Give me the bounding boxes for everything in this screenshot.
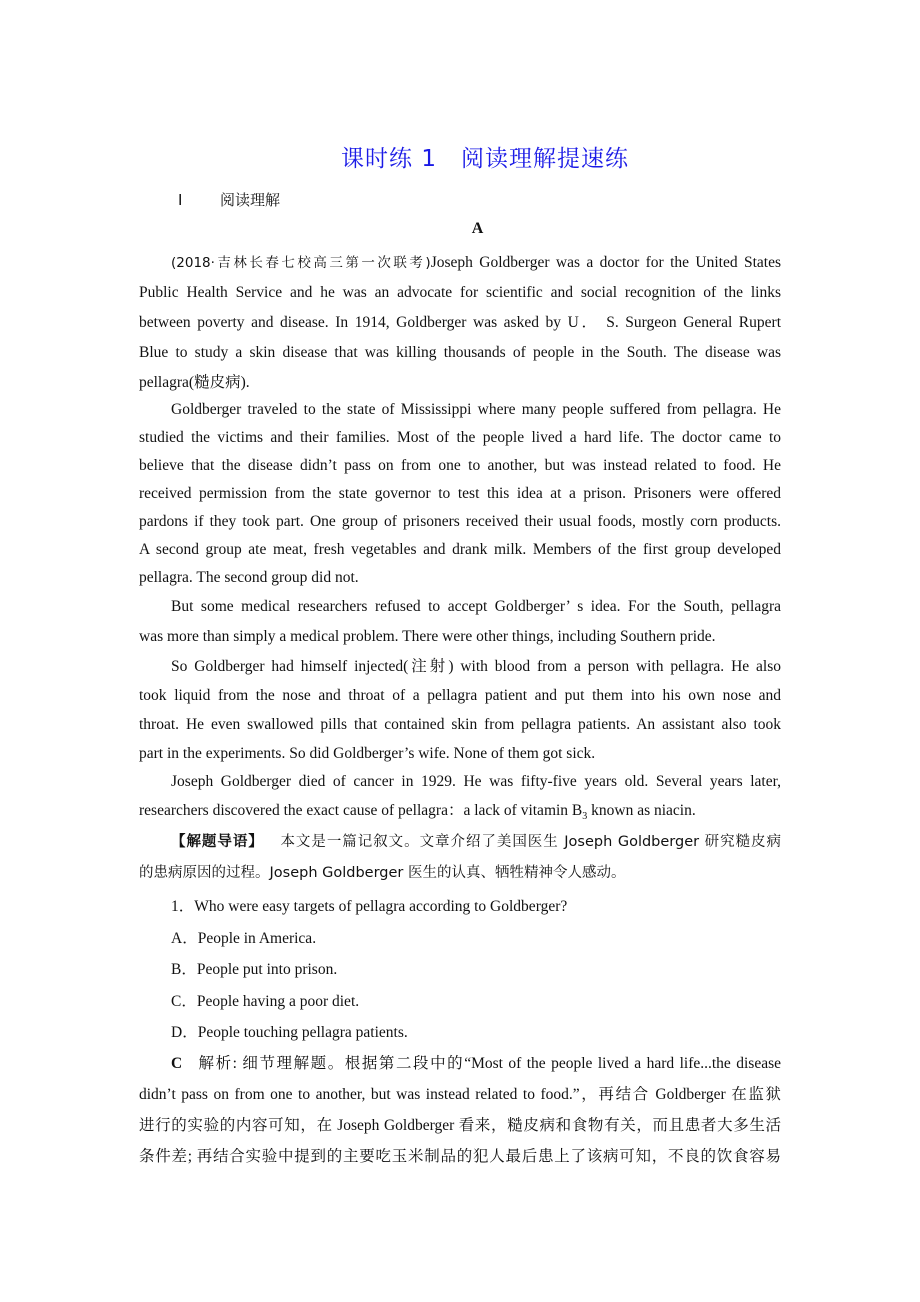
text-line: known as niacin. [587, 802, 696, 819]
text-line: But some medical researchers refused to accept Goldberger’ s idea. For the South, pellagra [171, 598, 781, 615]
text-line: throat. He even swallowed pills that contained skin from pellagra patients. An assistant also took [139, 716, 781, 733]
question-stem: 1．Who were easy targets of pellagra according to Goldberger? [171, 898, 568, 915]
passage-heading: A [471, 220, 484, 237]
page-title: 课时练 1 阅读理解提速练 [341, 146, 629, 172]
text-line: Joseph Goldberger died of cancer in 1929. He was fifty-five years old. Several years later, [171, 773, 781, 790]
option-a: A．People in America. [171, 929, 317, 947]
answer-letter: C [171, 1055, 183, 1072]
text-line: didn’t pass on from one to another, but was instead related to food.”，再结合 Goldberger 在监狱 [139, 1086, 781, 1103]
text-line: 本文是一篇记叙文。文章介绍了美国医生 Joseph Goldberger 研究糙皮病 [280, 834, 781, 850]
section-heading [178, 189, 280, 210]
text-line: 的患病原因的过程。Joseph Goldberger 医生的认真、牺牲精神令人感动。 [139, 865, 626, 881]
option-b: B．People put into prison. [171, 961, 338, 978]
text-line: pellagra(糙皮病). [139, 374, 250, 391]
text-line: part in the experiments. So did Goldberger’s wife. None of them got sick. [139, 745, 596, 762]
text-line: researchers discovered the exact cause of pellagra：a lack of vitamin B [139, 802, 583, 819]
text-line: So Goldberger had himself injected(注射) with blood from a person with pellagra. He also [171, 658, 781, 675]
paragraph-3 [139, 592, 781, 652]
text-line: Joseph Goldberger was a doctor for the United States [430, 254, 781, 271]
text-line: Goldberger traveled to the state of Mississippi where many people suffered from pellagra. He [171, 401, 781, 418]
text-line: 进行的实验的内容可知，在 Joseph Goldberger 看来，糙皮病和食物有关，而且患者大多生活 [139, 1117, 781, 1134]
answer-explanation [139, 1048, 781, 1172]
text-line: pardons if they took part. One group of prisoners received their usual foods, mostly corn products. [139, 513, 781, 530]
text-line: Public Health Service and he was an advocate for scientific and social recognition of the links [139, 284, 781, 301]
source-note: (2018·吉林长春七校高三第一次联考) [171, 255, 431, 271]
question-1 [139, 891, 781, 1049]
guide-label: 【解题导语】 [171, 834, 264, 850]
section-label: 阅读理解 [220, 191, 281, 209]
text-line: between poverty and disease. In 1914, Goldberger was asked by U． S. Surgeon General Rupert [139, 314, 781, 331]
paragraph-1 [139, 248, 781, 398]
option-d: D．People touching pellagra patients. [171, 1024, 408, 1041]
text-line: believe that the disease didn’t pass on from one to another, but was instead related to food. He [139, 457, 781, 474]
paragraph-2 [139, 396, 781, 592]
text-line: Blue to study a skin disease that was killing thousands of people in the South. The disease was [139, 344, 781, 361]
text-line: A second group ate meat, fresh vegetables and drank milk. Members of the first group developed [139, 541, 781, 558]
text-line: 解析: 细节理解题。根据第二段中的“Most of the people lived a hard life...the disease [198, 1055, 781, 1072]
paragraph-5 [139, 767, 781, 831]
paragraph-4 [139, 652, 781, 768]
text-line: was more than simply a medical problem. There were other things, including Southern pride. [139, 628, 716, 645]
text-line: received permission from the state governor to test this idea at a prison. Prisoners were offered [139, 485, 781, 502]
guide-section [139, 827, 781, 889]
text-line: studied the victims and their families. Most of the people lived a hard life. The doctor came to [139, 429, 781, 446]
text-line: took liquid from the nose and throat of a pellagra patient and put them into his own nose and [139, 687, 781, 704]
text-line: pellagra. The second group did not. [139, 569, 359, 586]
subscript: 3 [582, 811, 588, 823]
section-number: Ⅰ [178, 191, 183, 209]
option-c: C．People having a poor diet. [171, 992, 360, 1010]
text-line: 条件差; 再结合实验中提到的主要吃玉米制品的犯人最后患上了该病可知，不良的饮食容易 [139, 1148, 781, 1165]
